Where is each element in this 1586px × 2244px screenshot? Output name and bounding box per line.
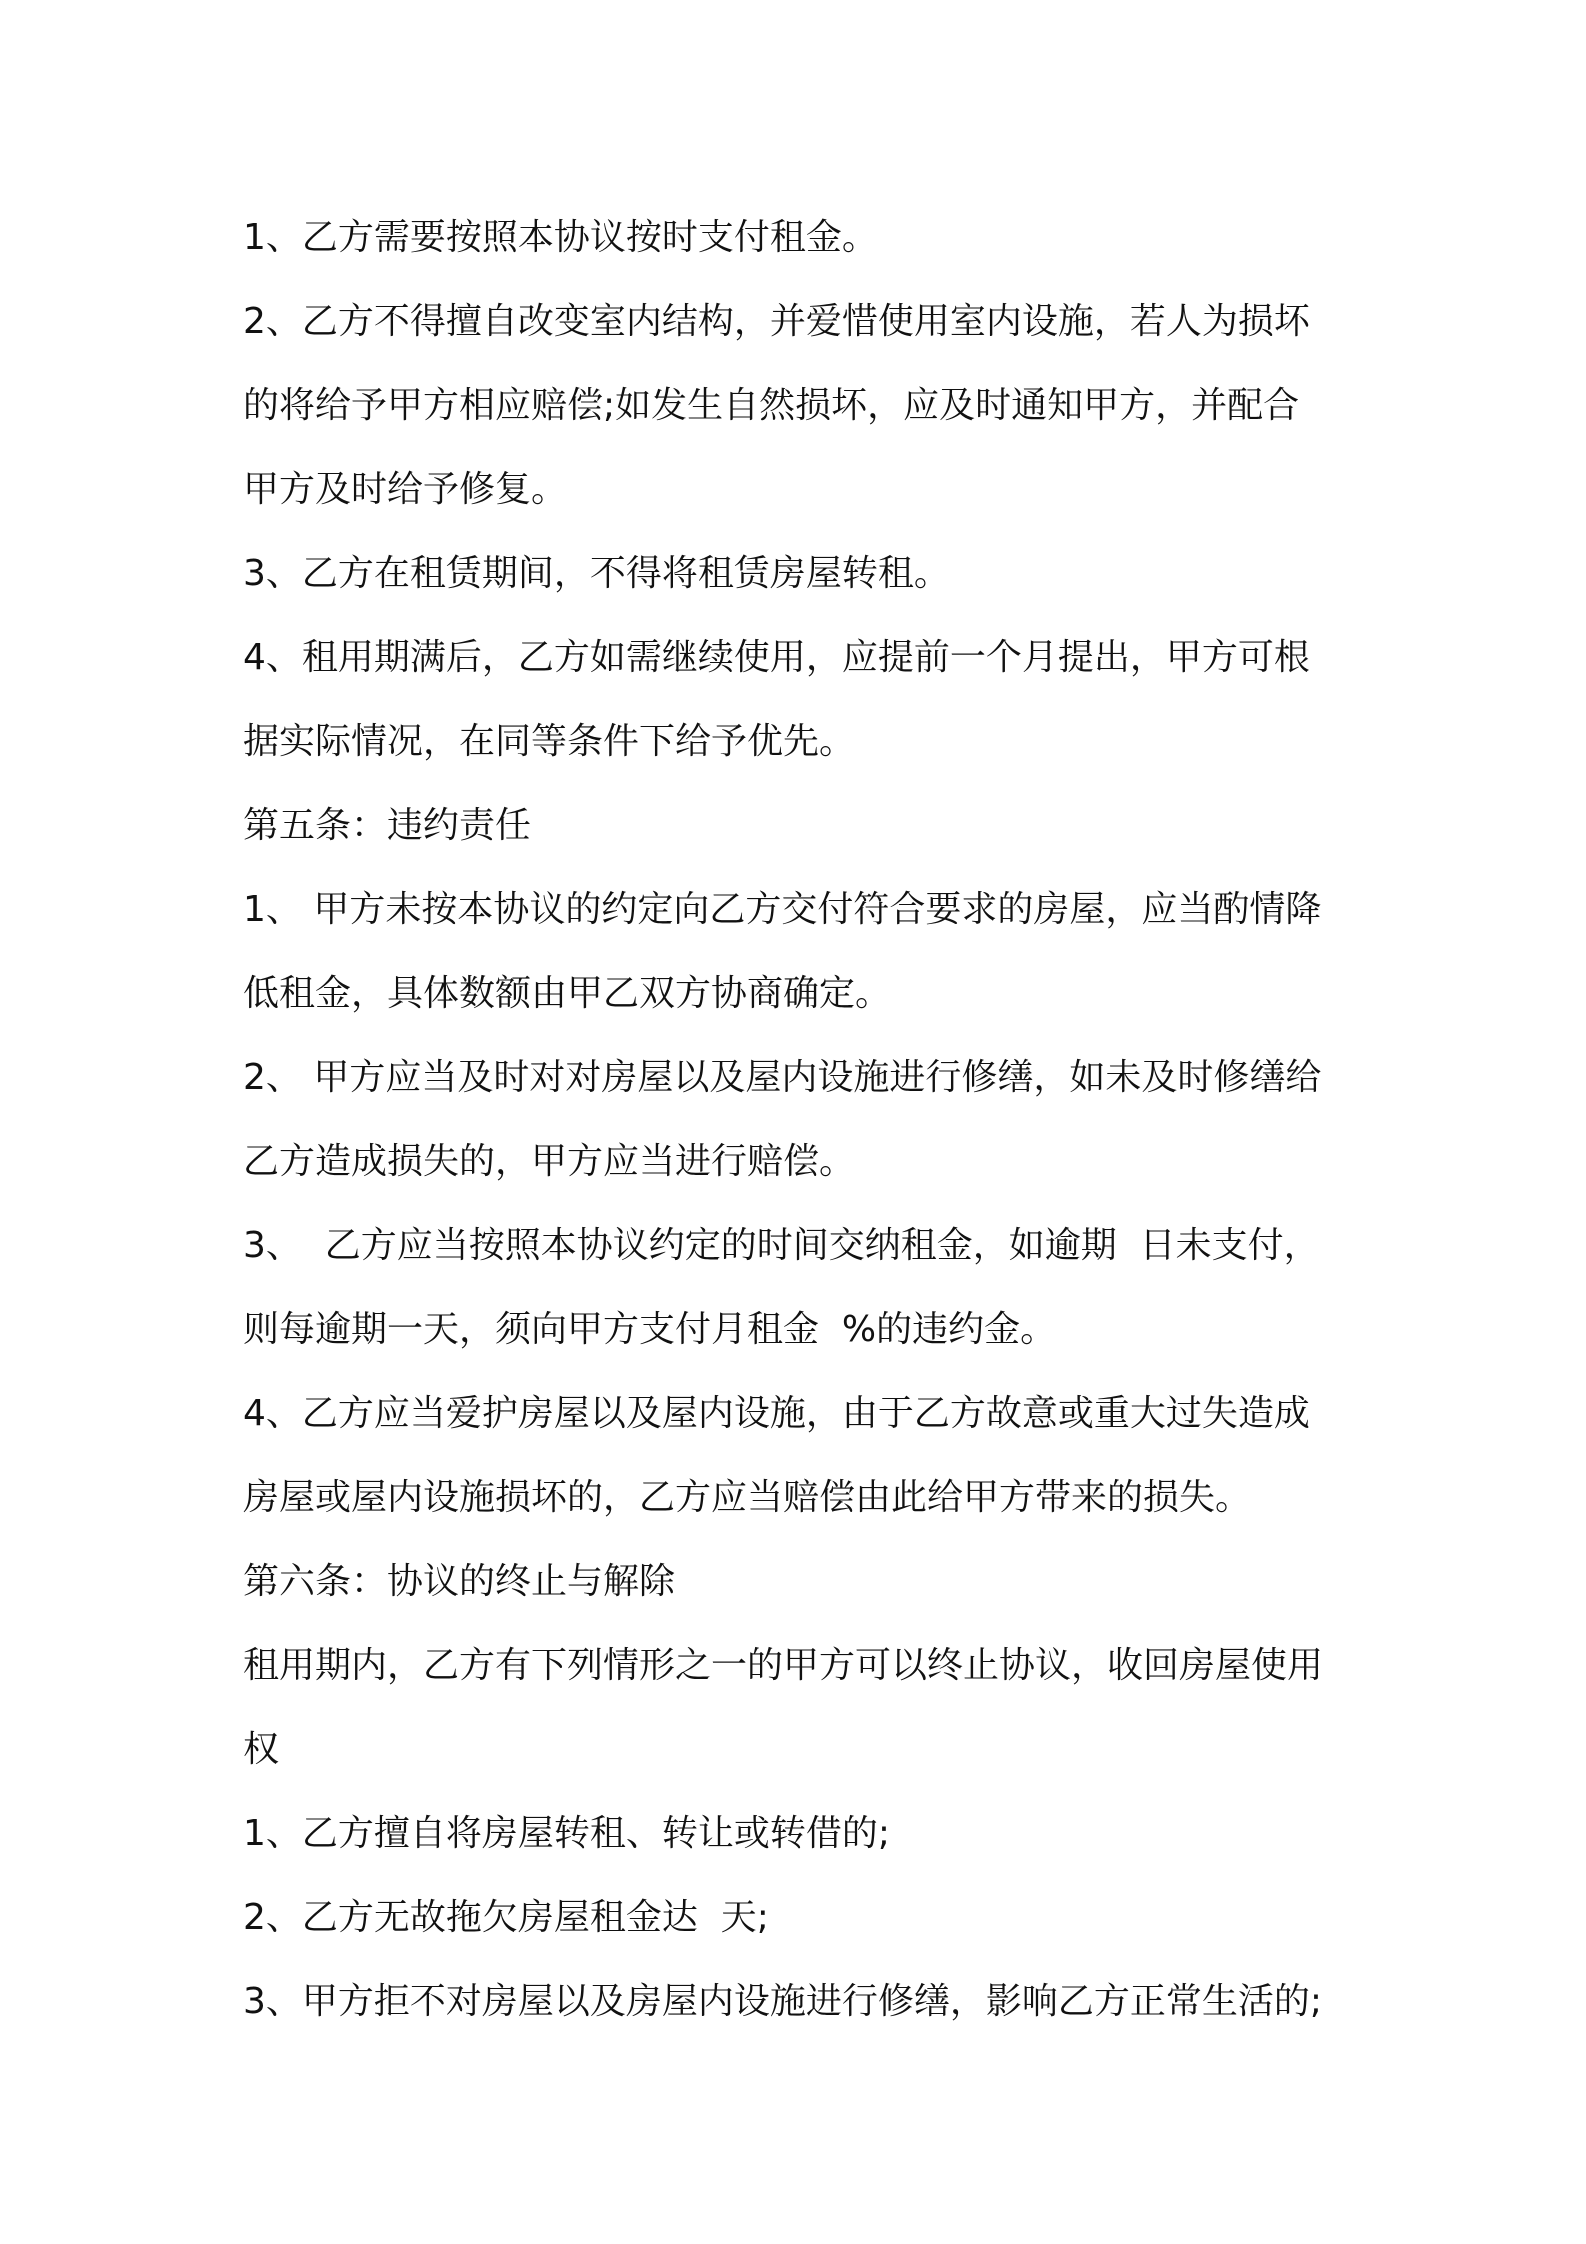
breach-item-2-cont: 乙方造成损失的，甲方应当进行赔偿。: [243, 1141, 856, 1182]
breach-item-1: 1、 甲方未按本协议的约定向乙方交付符合要求的房屋，应当酌情降: [243, 889, 1322, 930]
breach-item-2: 2、 甲方应当及时对对房屋以及屋内设施进行修缮，如未及时修缮给: [243, 1057, 1322, 1098]
termination-item-2: 2、乙方无故拖欠房屋租金达 天;: [243, 1897, 769, 1938]
clause-item-2-structure-cont-2: 甲方及时给予修复。: [243, 469, 568, 510]
breach-item-4: 4、乙方应当爱护房屋以及屋内设施，由于乙方故意或重大过失造成: [243, 1393, 1310, 1434]
breach-item-4-cont: 房屋或屋内设施损坏的，乙方应当赔偿由此给甲方带来的损失。: [243, 1477, 1252, 1518]
clause-item-4-renewal: 4、租用期满后，乙方如需继续使用，应提前一个月提出，甲方可根: [243, 637, 1310, 678]
breach-item-3-cont: 则每逾期一天，须向甲方支付月租金 %的违约金。: [243, 1309, 1057, 1350]
clause-item-3-sublet: 3、乙方在租赁期间，不得将租赁房屋转租。: [243, 553, 950, 594]
clause-item-2-structure: 2、乙方不得擅自改变室内结构，并爱惜使用室内设施，若人为损坏: [243, 301, 1310, 342]
section-heading-article-6: 第六条：协议的终止与解除: [243, 1561, 676, 1602]
termination-intro-cont: 权: [243, 1729, 280, 1770]
termination-item-1: 1、乙方擅自将房屋转租、转让或转借的;: [243, 1813, 891, 1854]
breach-item-3: 3、 乙方应当按照本协议约定的时间交纳租金，如逾期 日未支付，: [243, 1225, 1320, 1266]
termination-item-3: 3、甲方拒不对房屋以及房屋内设施进行修缮，影响乙方正常生活的;: [243, 1981, 1323, 2022]
clause-item-2-structure-cont: 的将给予甲方相应赔偿;如发生自然损坏，应及时通知甲方，并配合: [243, 385, 1300, 426]
breach-item-1-cont: 低租金，具体数额由甲乙双方协商确定。: [243, 973, 892, 1014]
clause-item-4-renewal-cont: 据实际情况，在同等条件下给予优先。: [243, 721, 856, 762]
clause-item-1-rent-payment: 1、乙方需要按照本协议按时支付租金。: [243, 217, 878, 258]
document-body: [243, 196, 1363, 2044]
section-heading-article-5: 第五条：违约责任: [243, 805, 532, 846]
termination-intro: 租用期内，乙方有下列情形之一的甲方可以终止协议，收回房屋使用: [243, 1645, 1324, 1686]
